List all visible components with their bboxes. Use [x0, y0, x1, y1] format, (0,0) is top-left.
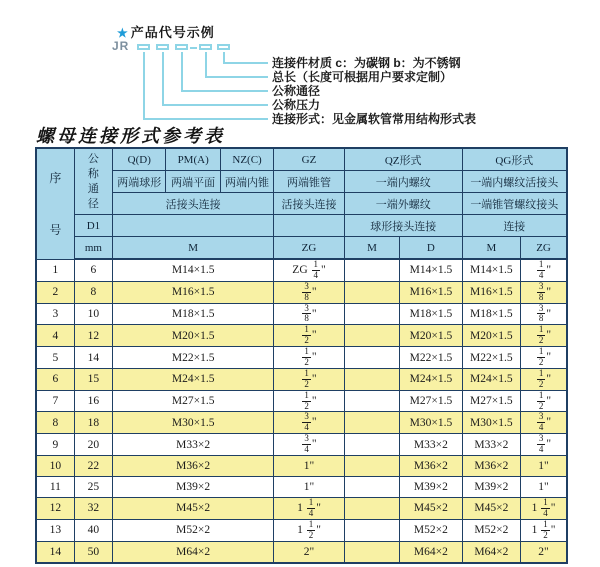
- header-qz-desc2: 一端外螺纹: [344, 193, 462, 215]
- header-qz-m: M: [344, 237, 399, 260]
- cell-m-thread: M30×1.5: [113, 412, 274, 434]
- cell-qg-m: M20×1.5: [462, 325, 520, 347]
- cell-seq: 6: [36, 368, 74, 390]
- cell-seq: 3: [36, 303, 74, 325]
- cell-qz-d: M24×1.5: [400, 368, 462, 390]
- cell-m-thread: M24×1.5: [113, 368, 274, 390]
- table-title: 螺母连接形式参考表: [36, 126, 225, 147]
- cell-seq: 12: [36, 498, 74, 520]
- table-row: [36, 412, 567, 434]
- cell-gz-zg: $\frac{3}{8}$ ": [274, 281, 345, 303]
- header-col-qg: QG形式: [462, 148, 567, 171]
- header-col-qz: QZ形式: [344, 148, 462, 171]
- cell-qg-m: M36×2: [462, 456, 520, 477]
- code-prefix: JR: [112, 39, 130, 53]
- cell-m-thread: M22×1.5: [113, 347, 274, 369]
- cell-dn: 40: [74, 519, 112, 541]
- header-col-pm: PM(A): [166, 148, 220, 171]
- cell-qz-d: M45×2: [400, 498, 462, 520]
- cell-gz-zg: $\frac{1}{2}$ ": [274, 390, 345, 412]
- header-pm-desc: 两端平面: [166, 171, 220, 193]
- cell-dn: 20: [74, 434, 112, 456]
- cell-gz-zg: $\frac{3}{4}$ ": [274, 434, 345, 456]
- table-row: [36, 456, 567, 477]
- label-nominal-pressure: 公称压力: [272, 98, 321, 112]
- connector-line-5: [223, 52, 268, 64]
- header-d1: D1: [74, 215, 112, 237]
- cell-dn: 16: [74, 390, 112, 412]
- table-row: [36, 281, 567, 303]
- cell-qg-m: M14×1.5: [462, 259, 520, 281]
- cell-qg-zg: $\frac{1}{2}$ ": [521, 347, 567, 369]
- table-row: [36, 259, 567, 281]
- cell-qz-d: M14×1.5: [400, 259, 462, 281]
- cell-qg-zg: 1": [521, 477, 567, 498]
- diagram-title: [117, 22, 215, 41]
- cell-seq: 9: [36, 434, 74, 456]
- cell-qg-m: M24×1.5: [462, 368, 520, 390]
- table-row: [36, 368, 567, 390]
- label-nominal-diameter: 公称通径: [272, 84, 321, 98]
- cell-gz-zg: $\frac{1}{2}$ ": [274, 325, 345, 347]
- diagram-title-text: 产品代号示例: [130, 25, 215, 40]
- cell-dn: 50: [74, 541, 112, 563]
- cell-dn: 18: [74, 412, 112, 434]
- cell-dn: 15: [74, 368, 112, 390]
- cell-dn: 10: [74, 303, 112, 325]
- header-union-connection: 活接头连接: [113, 193, 274, 215]
- cell-qz-m: [344, 259, 399, 281]
- cell-gz-zg: $\frac{3}{4}$ ": [274, 412, 345, 434]
- header-qg-conn: 连接: [462, 215, 567, 237]
- table-row: [36, 477, 567, 498]
- cell-qg-zg: $\frac{1}{4}$ ": [521, 259, 567, 281]
- cell-qz-d: M30×1.5: [400, 412, 462, 434]
- cell-gz-zg: 1": [274, 456, 345, 477]
- cell-m-thread: M64×2: [113, 541, 274, 563]
- cell-qg-m: M18×1.5: [462, 303, 520, 325]
- cell-dn: 25: [74, 477, 112, 498]
- cell-qg-zg: 2": [521, 541, 567, 563]
- cell-qz-m: [344, 281, 399, 303]
- header-zg: ZG: [274, 237, 345, 260]
- header-col-gz: GZ: [274, 148, 345, 171]
- code-box-3: [175, 44, 188, 50]
- header-qg-m: M: [462, 237, 520, 260]
- table-row: [36, 434, 567, 456]
- code-box-1: [137, 44, 150, 50]
- cell-gz-zg: ZG $\frac{1}{4}$ ": [274, 259, 345, 281]
- cell-qz-m: [344, 325, 399, 347]
- cell-qz-m: [344, 519, 399, 541]
- cell-m-thread: M36×2: [113, 456, 274, 477]
- cell-seq: 10: [36, 456, 74, 477]
- cell-qz-d: M22×1.5: [400, 347, 462, 369]
- code-box-2: [156, 44, 169, 50]
- cell-gz-zg: $\frac{3}{8}$ ": [274, 303, 345, 325]
- cell-qz-d: M52×2: [400, 519, 462, 541]
- table-row: [36, 390, 567, 412]
- cell-qz-d: M16×1.5: [400, 281, 462, 303]
- cell-gz-zg: 1": [274, 477, 345, 498]
- table-body: [36, 259, 567, 563]
- cell-qz-d: M36×2: [400, 456, 462, 477]
- header-gz-connection: 活接头连接: [274, 193, 345, 215]
- cell-m-thread: M45×2: [113, 498, 274, 520]
- table-row: [36, 303, 567, 325]
- cell-dn: 6: [74, 259, 112, 281]
- header-qg-desc2: 一端锥管螺纹接头: [462, 193, 567, 215]
- cell-dn: 22: [74, 456, 112, 477]
- header-gz-desc: 两端锥管: [274, 171, 345, 193]
- cell-qg-m: M33×2: [462, 434, 520, 456]
- table-header: [36, 148, 567, 259]
- cell-qz-m: [344, 412, 399, 434]
- star-icon: ★: [117, 26, 129, 40]
- table-row: [36, 325, 567, 347]
- cell-qg-zg: 1 $\frac{1}{4}$ ": [521, 498, 567, 520]
- code-dash: [190, 47, 197, 49]
- header-col-q: Q(D): [113, 148, 166, 171]
- cell-gz-zg: 1 $\frac{1}{2}$ ": [274, 519, 345, 541]
- cell-qz-m: [344, 498, 399, 520]
- code-box-4: [199, 44, 212, 50]
- cell-qg-zg: 1": [521, 456, 567, 477]
- nut-connection-table: [35, 147, 568, 564]
- cell-seq: 11: [36, 477, 74, 498]
- cell-qg-zg: $\frac{3}{4}$ ": [521, 412, 567, 434]
- cell-qz-m: [344, 390, 399, 412]
- cell-qg-m: M30×1.5: [462, 412, 520, 434]
- cell-gz-zg: 1 $\frac{1}{4}$ ": [274, 498, 345, 520]
- header-mm: mm: [74, 237, 112, 260]
- cell-qz-d: M18×1.5: [400, 303, 462, 325]
- label-total-length: 总长（长度可根据用户要求定制）: [272, 70, 453, 84]
- cell-seq: 14: [36, 541, 74, 563]
- cell-gz-zg: $\frac{1}{2}$ ": [274, 347, 345, 369]
- cell-gz-zg: $\frac{1}{2}$ ": [274, 368, 345, 390]
- header-qg-zg: ZG: [521, 237, 567, 260]
- header-seq: 序号: [36, 148, 74, 259]
- cell-qg-zg: $\frac{1}{2}$ ": [521, 390, 567, 412]
- header-qg-desc1: 一端内螺纹活接头: [462, 171, 567, 193]
- cell-qz-d: M39×2: [400, 477, 462, 498]
- cell-dn: 32: [74, 498, 112, 520]
- header-m: M: [113, 237, 274, 260]
- cell-seq: 1: [36, 259, 74, 281]
- cell-qg-zg: $\frac{1}{2}$ ": [521, 368, 567, 390]
- cell-qg-zg: $\frac{3}{8}$ ": [521, 303, 567, 325]
- header-col-nz: NZ(C): [220, 148, 273, 171]
- cell-m-thread: M39×2: [113, 477, 274, 498]
- cell-m-thread: M27×1.5: [113, 390, 274, 412]
- cell-seq: 5: [36, 347, 74, 369]
- cell-dn: 14: [74, 347, 112, 369]
- cell-qg-zg: $\frac{3}{4}$ ": [521, 434, 567, 456]
- cell-qz-d: M20×1.5: [400, 325, 462, 347]
- cell-m-thread: M52×2: [113, 519, 274, 541]
- header-dn: 公称通径: [74, 148, 112, 215]
- cell-qz-m: [344, 303, 399, 325]
- cell-qg-m: M16×1.5: [462, 281, 520, 303]
- cell-qz-d: M33×2: [400, 434, 462, 456]
- cell-gz-zg: 2": [274, 541, 345, 563]
- label-material: 连接件材质 c：为碳钢 b：为不锈钢: [272, 56, 461, 70]
- table-row: [36, 498, 567, 520]
- table-row: [36, 519, 567, 541]
- cell-qg-m: M52×2: [462, 519, 520, 541]
- code-box-5: [217, 44, 230, 50]
- cell-qg-m: M22×1.5: [462, 347, 520, 369]
- cell-seq: 7: [36, 390, 74, 412]
- cell-qg-zg: $\frac{3}{8}$ ": [521, 281, 567, 303]
- cell-qg-zg: $\frac{1}{2}$ ": [521, 325, 567, 347]
- cell-qg-m: M39×2: [462, 477, 520, 498]
- header-qz-desc1: 一端内螺纹: [344, 171, 462, 193]
- cell-seq: 13: [36, 519, 74, 541]
- cell-m-thread: M20×1.5: [113, 325, 274, 347]
- cell-m-thread: M14×1.5: [113, 259, 274, 281]
- cell-qz-m: [344, 347, 399, 369]
- table-row: [36, 347, 567, 369]
- header-nz-desc: 两端内锥: [220, 171, 273, 193]
- cell-qz-m: [344, 477, 399, 498]
- cell-qz-m: [344, 368, 399, 390]
- cell-m-thread: M18×1.5: [113, 303, 274, 325]
- cell-qg-m: M27×1.5: [462, 390, 520, 412]
- cell-qg-m: M64×2: [462, 541, 520, 563]
- cell-qz-m: [344, 541, 399, 563]
- header-blank-left: [113, 215, 274, 237]
- header-q-desc: 两端球形: [113, 171, 166, 193]
- cell-qg-zg: 1 $\frac{1}{2}$ ": [521, 519, 567, 541]
- cell-qz-m: [344, 456, 399, 477]
- cell-qz-m: [344, 434, 399, 456]
- cell-seq: 4: [36, 325, 74, 347]
- cell-seq: 2: [36, 281, 74, 303]
- label-connection-form: 连接形式：见金属软管常用结构形式表: [272, 112, 477, 126]
- cell-qg-m: M45×2: [462, 498, 520, 520]
- header-qz-d: D: [400, 237, 462, 260]
- cell-dn: 8: [74, 281, 112, 303]
- header-blank-gz: [274, 215, 345, 237]
- cell-dn: 12: [74, 325, 112, 347]
- header-qz-conn: 球形接头连接: [344, 215, 462, 237]
- cell-qz-d: M27×1.5: [400, 390, 462, 412]
- cell-seq: 8: [36, 412, 74, 434]
- cell-m-thread: M16×1.5: [113, 281, 274, 303]
- table-row: [36, 541, 567, 563]
- cell-m-thread: M33×2: [113, 434, 274, 456]
- cell-qz-d: M64×2: [400, 541, 462, 563]
